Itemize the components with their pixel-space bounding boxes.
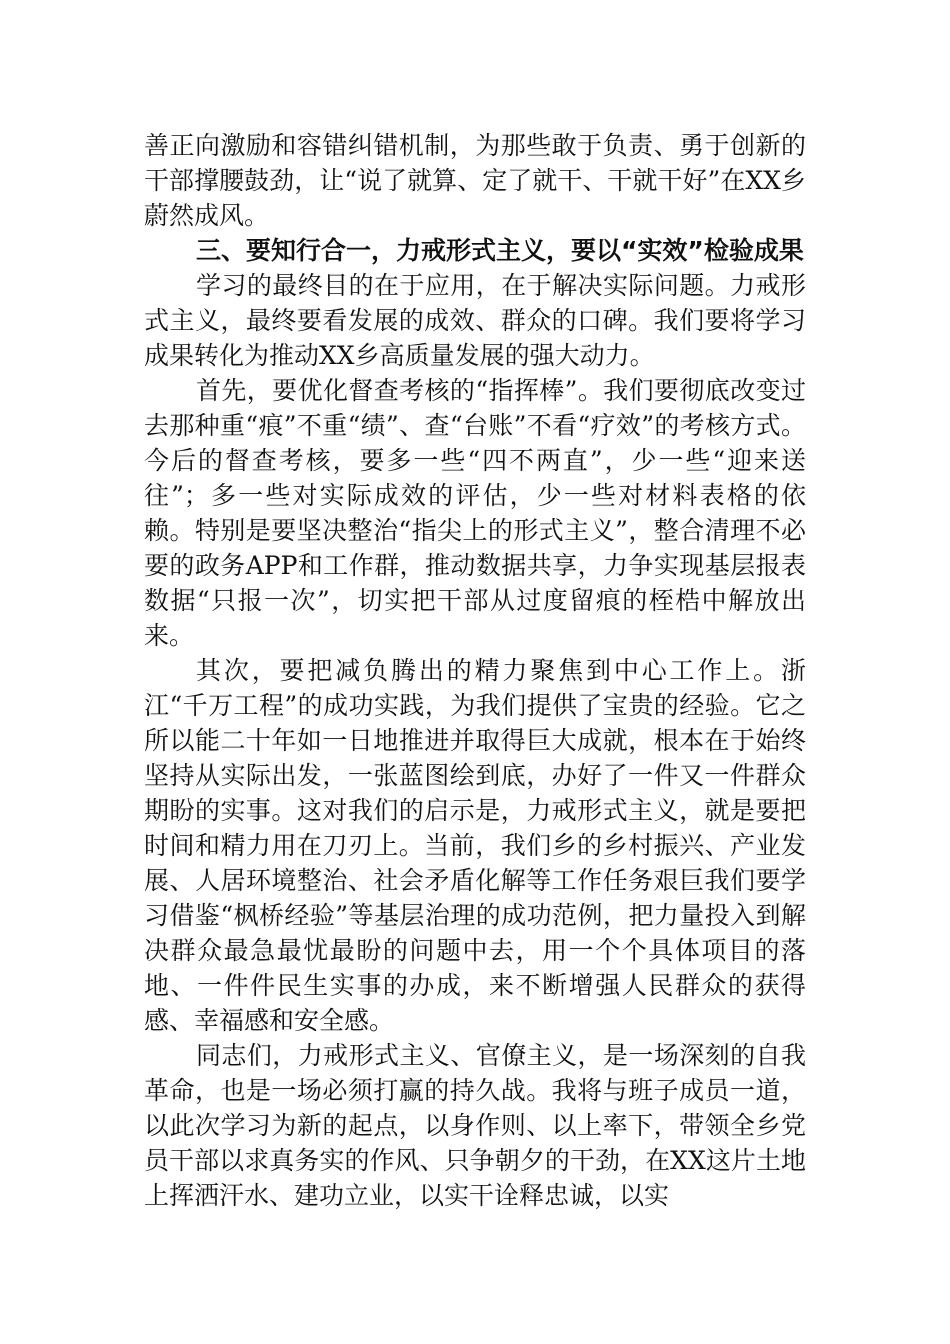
paragraph-comrades-conclusion: 同志们，力戒形式主义、官僚主义，是一场深刻的自我革命，也是一场必须打赢的持久战。我将与班子成员一道，以此次学习为新的起点，以身作则、以上率下，带领全乡党员干部以求真务实的作风、只争朝夕的干劲，在XX这片土地上挥洒汗水、建功立业，以实干诠释忠诚，以实 <box>144 1041 806 1210</box>
section-heading-three: 三、要知行合一，力戒形式主义，要以“实效”检验成果 <box>196 236 804 265</box>
paragraph-first-supervision: 首先，要优化督查考核的“指挥棒”。我们要彻底改变过去那种重“痕”不重“绩”、查“台账”不看“疗效”的考核方式。今后的督查考核，要多一些“四不两直”，少一些“迎来送往”；多一些对实际成效的评估，少一些对材料表格的依赖。特别是要坚决整治“指尖上的形式主义”，整合清理不必要的政务APP和工作群，推动数据共享，力争实现基层报表数据“只报一次”，切实把干部从过度留痕的桎梏中解放出来。 <box>144 376 806 650</box>
paragraph-continuation: 善正向激励和容错纠错机制，为那些敢于负责、勇于创新的干部撑腰鼓劲，让“说了就算、定了就干、干就干好”在XX乡蔚然成风。 <box>144 131 806 230</box>
paragraph-second-focus: 其次，要把减负腾出的精力聚焦到中心工作上。浙江“千万工程”的成功实践，为我们提供了宝贵的经验。它之所以能二十年如一日地推进并取得巨大成就，根本在于始终坚持从实际出发，一张蓝图绘到底，办好了一件又一件群众期盼的实事。这对我们的启示是，力戒形式主义，就是要把时间和精力用在刀刃上。当前，我们乡的乡村振兴、产业发展、人居环境整治、社会矛盾化解等工作任务艰巨我们要学习借鉴“枫桥经验”等基层治理的成功范例，把力量投入到解决群众最急最忧最盼的问题中去，用一个个具体项目的落地、一件件民生实事的办成，来不断增强人民群众的获得感、幸福感和安全感。 <box>144 656 806 1035</box>
paragraph-learning-purpose: 学习的最终目的在于应用，在于解决实际问题。力戒形式主义，最终要看发展的成效、群众的口碑。我们要将学习成果转化为推动XX乡高质量发展的强大动力。 <box>144 271 806 370</box>
document-body <box>144 128 806 1213</box>
